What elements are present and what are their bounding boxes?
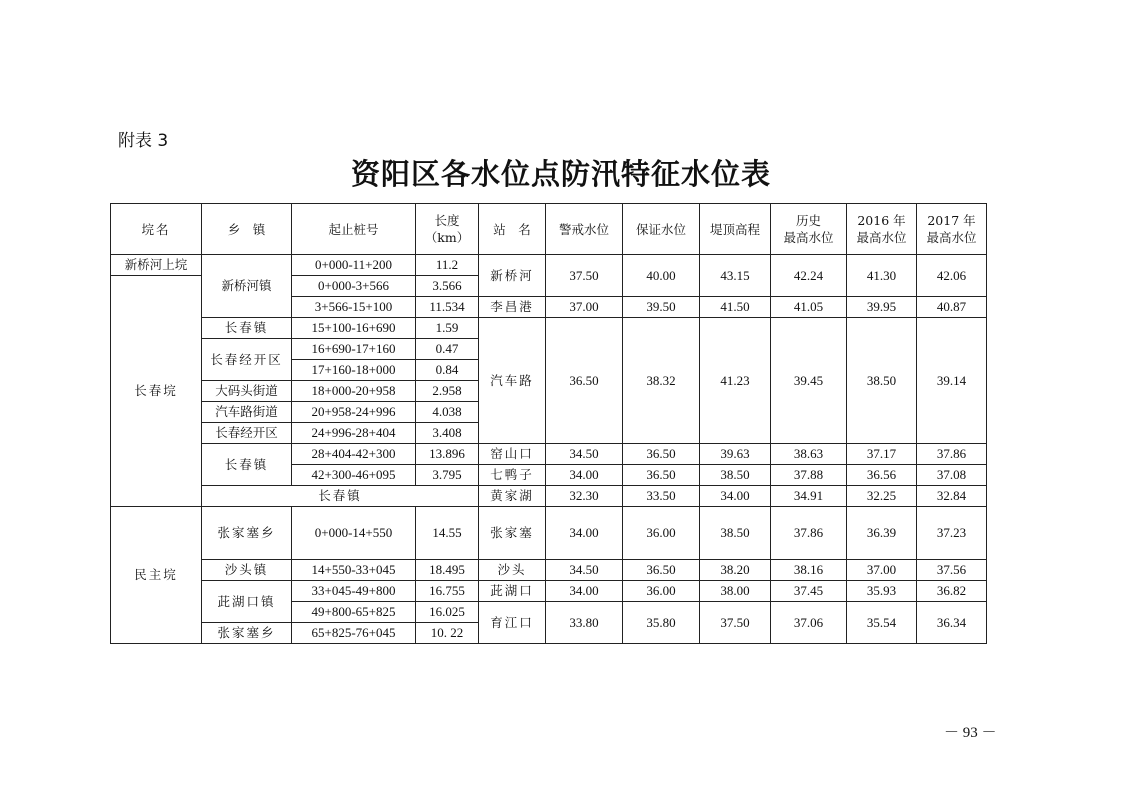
crest-cell: 38.20 (700, 560, 771, 581)
max2017-cell: 37.08 (917, 465, 987, 486)
warning-cell: 33.80 (546, 602, 623, 644)
station-cell: 沙头 (479, 560, 546, 581)
max2016-cell: 39.95 (847, 297, 917, 318)
header-warning: 警戒水位 (546, 204, 623, 255)
warning-cell: 37.00 (546, 297, 623, 318)
header-guarantee: 保证水位 (623, 204, 700, 255)
max2016-cell: 36.39 (847, 507, 917, 560)
guarantee-cell: 36.50 (623, 465, 700, 486)
warning-cell: 34.00 (546, 507, 623, 560)
station-cell: 李昌港 (479, 297, 546, 318)
max2017-cell: 36.82 (917, 581, 987, 602)
town-cell: 茈湖口镇 (202, 581, 292, 623)
header-2017-max: 2017 年 最高水位 (917, 204, 987, 255)
stake-cell: 0+000-3+566 (292, 276, 416, 297)
max2017-cell: 37.23 (917, 507, 987, 560)
guarantee-cell: 36.00 (623, 507, 700, 560)
town-cell: 新桥河镇 (202, 255, 292, 318)
town-cell: 大码头街道 (202, 381, 292, 402)
stake-cell: 65+825-76+045 (292, 623, 416, 644)
warning-cell: 34.00 (546, 581, 623, 602)
length-cell: 1.59 (416, 318, 479, 339)
guarantee-cell: 40.00 (623, 255, 700, 297)
crest-cell: 41.23 (700, 318, 771, 444)
max2016-cell: 37.00 (847, 560, 917, 581)
length-cell: 0.84 (416, 360, 479, 381)
appendix-label: 附表 3 (118, 131, 169, 151)
stake-cell: 42+300-46+095 (292, 465, 416, 486)
crest-cell: 34.00 (700, 486, 771, 507)
header-length: 长度 （km） (416, 204, 479, 255)
max2016-cell: 35.54 (847, 602, 917, 644)
stake-cell: 20+958-24+996 (292, 402, 416, 423)
table-row (111, 507, 987, 560)
historic-cell: 41.05 (771, 297, 847, 318)
max2017-cell: 42.06 (917, 255, 987, 297)
stake-cell: 49+800-65+825 (292, 602, 416, 623)
town-cell: 长春镇 (202, 318, 292, 339)
crest-cell: 38.00 (700, 581, 771, 602)
crest-cell: 43.15 (700, 255, 771, 297)
max2016-cell: 37.17 (847, 444, 917, 465)
historic-cell: 42.24 (771, 255, 847, 297)
stake-cell: 3+566-15+100 (292, 297, 416, 318)
max2017-cell: 37.86 (917, 444, 987, 465)
guarantee-cell: 35.80 (623, 602, 700, 644)
stake-cell: 16+690-17+160 (292, 339, 416, 360)
header-station: 站 名 (479, 204, 546, 255)
historic-cell: 37.06 (771, 602, 847, 644)
header-2016-max: 2016 年 最高水位 (847, 204, 917, 255)
length-cell: 2.958 (416, 381, 479, 402)
water-level-table (110, 203, 987, 644)
stake-cell: 14+550-33+045 (292, 560, 416, 581)
guarantee-cell: 36.50 (623, 560, 700, 581)
crest-cell: 37.50 (700, 602, 771, 644)
yuan-cell: 新桥河上垸 (111, 255, 202, 276)
stake-cell: 15+100-16+690 (292, 318, 416, 339)
length-cell: 13.896 (416, 444, 479, 465)
table-row (111, 486, 987, 507)
warning-cell: 34.50 (546, 444, 623, 465)
crest-cell: 38.50 (700, 465, 771, 486)
historic-cell: 34.91 (771, 486, 847, 507)
table-header-row (111, 204, 987, 255)
warning-cell: 36.50 (546, 318, 623, 444)
header-crest: 堤顶高程 (700, 204, 771, 255)
town-cell: 张家塞乡 (202, 623, 292, 644)
warning-cell: 32.30 (546, 486, 623, 507)
historic-cell: 38.16 (771, 560, 847, 581)
guarantee-cell: 36.00 (623, 581, 700, 602)
max2017-cell: 40.87 (917, 297, 987, 318)
stake-cell: 18+000-20+958 (292, 381, 416, 402)
length-cell: 11.2 (416, 255, 479, 276)
stake-cell: 17+160-18+000 (292, 360, 416, 381)
warning-cell: 37.50 (546, 255, 623, 297)
town-cell: 长春镇 (202, 486, 479, 507)
length-cell: 3.795 (416, 465, 479, 486)
table-row (111, 318, 987, 339)
max2016-cell: 32.25 (847, 486, 917, 507)
historic-cell: 38.63 (771, 444, 847, 465)
length-cell: 18.495 (416, 560, 479, 581)
table-row (111, 444, 987, 465)
stake-cell: 0+000-11+200 (292, 255, 416, 276)
length-cell: 0.47 (416, 339, 479, 360)
max2016-cell: 41.30 (847, 255, 917, 297)
stake-cell: 28+404-42+300 (292, 444, 416, 465)
max2016-cell: 35.93 (847, 581, 917, 602)
town-cell: 汽车路街道 (202, 402, 292, 423)
max2017-cell: 37.56 (917, 560, 987, 581)
historic-cell: 37.45 (771, 581, 847, 602)
guarantee-cell: 33.50 (623, 486, 700, 507)
max2016-cell: 38.50 (847, 318, 917, 444)
header-stake: 起止桩号 (292, 204, 416, 255)
station-cell: 育江口 (479, 602, 546, 644)
station-cell: 茈湖口 (479, 581, 546, 602)
max2017-cell: 32.84 (917, 486, 987, 507)
crest-cell: 39.63 (700, 444, 771, 465)
town-cell: 张家塞乡 (202, 507, 292, 560)
length-cell: 3.408 (416, 423, 479, 444)
stake-cell: 0+000-14+550 (292, 507, 416, 560)
historic-cell: 37.86 (771, 507, 847, 560)
page-number: － 93 － (944, 725, 997, 741)
length-cell: 16.755 (416, 581, 479, 602)
station-cell: 汽车路 (479, 318, 546, 444)
length-cell: 3.566 (416, 276, 479, 297)
header-town: 乡 镇 (202, 204, 292, 255)
max2017-cell: 36.34 (917, 602, 987, 644)
historic-cell: 37.88 (771, 465, 847, 486)
yuan-cell: 长春垸 (111, 276, 202, 507)
town-cell: 沙头镇 (202, 560, 292, 581)
length-cell: 11.534 (416, 297, 479, 318)
stake-cell: 33+045-49+800 (292, 581, 416, 602)
station-cell: 张家塞 (479, 507, 546, 560)
table-row (111, 581, 987, 602)
warning-cell: 34.50 (546, 560, 623, 581)
town-cell: 长春经开区 (202, 423, 292, 444)
station-cell: 新桥河 (479, 255, 546, 297)
header-historic-max: 历史 最高水位 (771, 204, 847, 255)
station-cell: 七鸭子 (479, 465, 546, 486)
length-cell: 4.038 (416, 402, 479, 423)
max2017-cell: 39.14 (917, 318, 987, 444)
historic-cell: 39.45 (771, 318, 847, 444)
station-cell: 窑山口 (479, 444, 546, 465)
table-row (111, 255, 987, 276)
guarantee-cell: 36.50 (623, 444, 700, 465)
town-cell: 长春经开区 (202, 339, 292, 381)
guarantee-cell: 39.50 (623, 297, 700, 318)
page-title: 资阳区各水位点防汛特征水位表 (350, 157, 771, 191)
length-cell: 14.55 (416, 507, 479, 560)
yuan-cell: 民主垸 (111, 507, 202, 644)
stake-cell: 24+996-28+404 (292, 423, 416, 444)
town-cell: 长春镇 (202, 444, 292, 486)
station-cell: 黄家湖 (479, 486, 546, 507)
length-cell: 10. 22 (416, 623, 479, 644)
table-row (111, 560, 987, 581)
crest-cell: 38.50 (700, 507, 771, 560)
warning-cell: 34.00 (546, 465, 623, 486)
max2016-cell: 36.56 (847, 465, 917, 486)
crest-cell: 41.50 (700, 297, 771, 318)
guarantee-cell: 38.32 (623, 318, 700, 444)
length-cell: 16.025 (416, 602, 479, 623)
header-yuan: 垸名 (111, 204, 202, 255)
